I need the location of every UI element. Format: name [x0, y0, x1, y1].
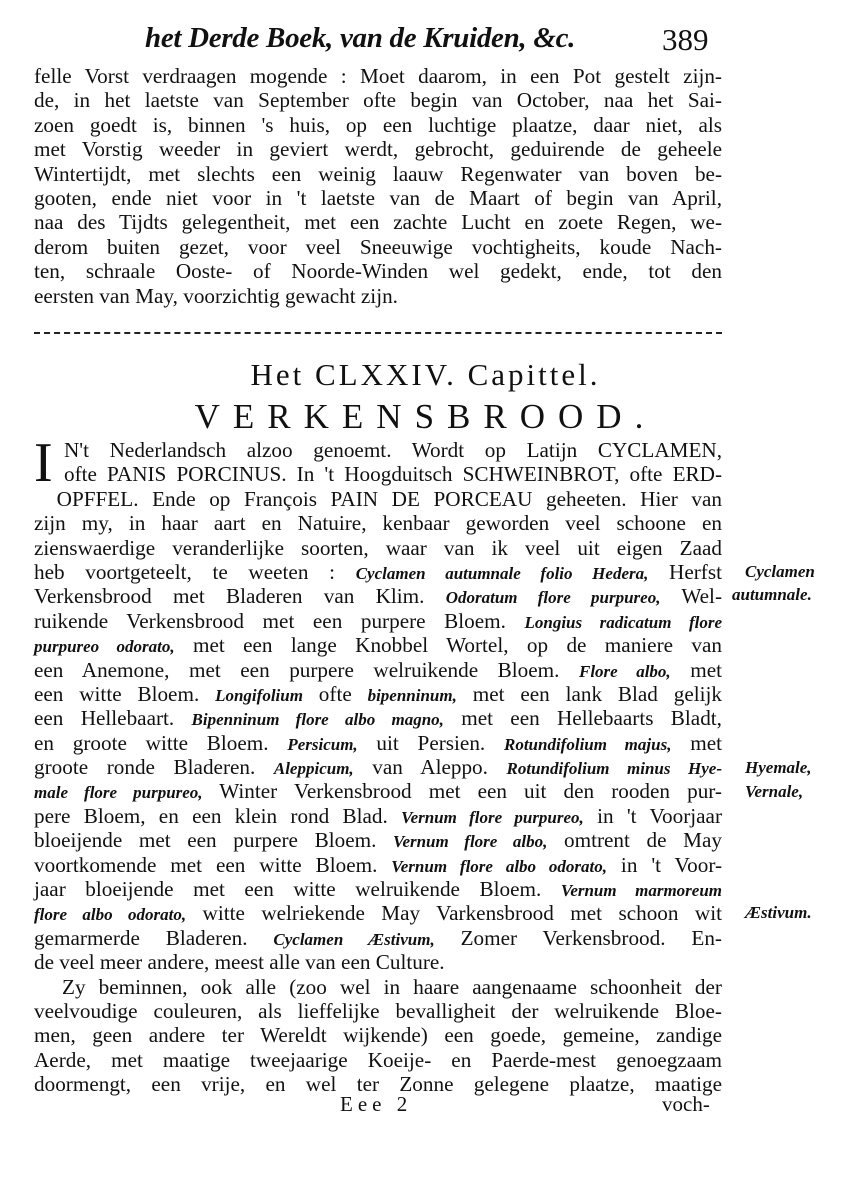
text-line — [34, 926, 722, 950]
latin-name: Cyclamen autumnale folio Hedera, — [355, 563, 649, 583]
text-run: Verkensbrood met Bladeren van Klim. — [34, 584, 446, 609]
text-line — [34, 828, 722, 852]
text-run: Winter Verkensbrood met een uit den rooden pur- — [202, 779, 722, 804]
section-divider — [34, 332, 722, 334]
latin-name: male flore purpureo, — [34, 783, 203, 803]
text-run: uit Persien. — [357, 730, 504, 755]
text-run: bloeijende met een purpere Bloem. — [34, 828, 393, 853]
text-line: ten, schraale Ooste- of Noorde-Winden wel gedekt, ende, tot den — [34, 259, 722, 284]
text-run: Herfst — [648, 559, 722, 584]
text-line — [34, 755, 722, 779]
text-line — [34, 804, 722, 828]
latin-name: Odoratum flore purpureo, — [445, 588, 661, 608]
text-run: voortkomende met een witte Bloem. — [34, 852, 392, 877]
latin-name: Vernum flore purpureo, — [401, 807, 584, 827]
text-run: een witte Bloem. — [34, 681, 216, 706]
latin-name: Vernum flore albo, — [392, 832, 548, 852]
latin-name: Rotundifolium majus, — [503, 734, 672, 754]
text-line: ofte PANIS PORCINUS. In 't Hoogduitsch SCHWEINBROT, ofte ERD- — [64, 462, 722, 487]
text-run: en groote witte Bloem. — [34, 730, 288, 755]
text-run: in 't Voorjaar — [583, 803, 723, 828]
text-line: men, geen andere ter Wereldt wijkende) een goede, gemeine, zandige — [34, 1023, 722, 1048]
text-run: omtrent de May — [547, 828, 722, 853]
latin-name: flore albo odorato, — [34, 905, 187, 925]
margin-note: autumnale. — [732, 585, 812, 604]
latin-name: Rotundifolium minus Hye- — [506, 759, 722, 779]
chapter-subtitle: VERKENSBROOD. — [194, 397, 657, 436]
catchword: voch- — [662, 1092, 710, 1116]
text-line — [34, 560, 722, 584]
text-line — [34, 731, 722, 755]
text-line: naa des Tijdts gelegentheit, met een zachte Lucht en zoete Regen, we- — [34, 210, 722, 235]
text-line — [34, 633, 722, 657]
text-line — [34, 609, 722, 633]
text-line: doormengt, een vrije, en wel ter Zonne gelegene plaatze, maatige — [34, 1072, 722, 1097]
latin-name: purpureo odorato, — [34, 637, 175, 657]
text-line — [34, 779, 722, 803]
text-line — [34, 584, 722, 608]
text-line: derom buiten gezet, voor veel Sneeuwige vochtigheits, koude Nach- — [34, 234, 722, 259]
text-run: jaar bloeijende met een witte welruikende Bloem. — [34, 877, 561, 902]
text-run: ofte — [302, 681, 368, 706]
latin-name: Longius radicatum flore — [524, 612, 723, 632]
text-run: met een lange Knobbel Wortel, op de maniere van — [174, 633, 722, 658]
text-line: Aerde, met maatige tweejaarige Koeije- en Paerde-mest genoegzaam — [34, 1047, 722, 1072]
text-run: van Aleppo. — [353, 755, 507, 780]
latin-name: Longifolium — [215, 685, 303, 705]
text-line — [34, 706, 722, 730]
margin-note: Æstivum. — [745, 903, 812, 922]
text-line: Wintertijdt, met slechts een weinig laauw Regenwater van boven be- — [34, 161, 722, 186]
latin-name: bipenninum, — [367, 685, 457, 705]
text-line: zoen goedt is, binnen 's huis, op een luchtige plaatze, daar niet, als — [34, 112, 722, 137]
text-line — [34, 877, 722, 901]
signature-mark: Eee 2 — [340, 1092, 413, 1116]
margin-note: Cyclamen — [745, 562, 815, 581]
text-line: de, in het laetste van September ofte begin van October, naa het Sai- — [34, 88, 722, 113]
text-line: zienswaerdige veranderlijke soorten, waar van ik veel uit eigen Zaad — [34, 535, 722, 560]
latin-name: Persicum, — [287, 734, 358, 754]
text-line: OPFFEL. Ende op François PAIN DE PORCEAU geheeten. Hier van — [56, 486, 722, 511]
text-line: Zy beminnen, ook alle (zoo wel in haare aangenaame schoonheit der — [62, 974, 722, 999]
text-run: met een lank Blad gelijk — [456, 681, 722, 706]
text-line: eersten van May, voorzichtig gewacht zijn. — [34, 283, 398, 308]
text-line: veelvoudige couleuren, als lieffelijke bevalligheit der welruikende Bloe- — [34, 998, 722, 1023]
text-line — [34, 901, 722, 925]
text-line: zijn my, in haar aart en Natuire, kenbaar geworden veel schoone en — [34, 511, 722, 536]
latin-name: Aleppicum, — [273, 759, 354, 779]
drop-cap: I — [34, 432, 53, 494]
text-run: groote ronde Bladeren. — [34, 755, 274, 780]
margin-note: Hyemale, — [745, 758, 812, 777]
text-run: pere Bloem, en een klein rond Blad. — [34, 803, 402, 828]
text-run: een Hellebaart. — [34, 706, 192, 731]
main-text — [34, 432, 723, 1097]
text-run: Wel- — [660, 584, 723, 609]
text-run: heb voortgeteelt, te weeten : — [34, 559, 356, 584]
text-run: met een Hellebaarts Bladt, — [443, 706, 722, 731]
latin-name: Vernum flore albo odorato, — [391, 856, 608, 876]
chapter-title: Het CLXXIV. Capittel. — [250, 357, 601, 392]
text-run: Zomer Verkensbrood. En- — [434, 925, 722, 950]
text-line: gooten, ende niet voor in 't laetste van de Maart of begin van April, — [34, 185, 722, 210]
text-run: met — [671, 730, 722, 755]
text-line: de veel meer andere, meest alle van een Culture. — [34, 950, 445, 975]
text-run: witte welriekende May Varkensbrood met schoon wit — [186, 901, 722, 926]
text-run: in 't Voor- — [607, 852, 723, 877]
text-run: gemarmerde Bladeren. — [34, 925, 274, 950]
latin-name: Flore albo, — [579, 661, 671, 681]
text-line — [34, 658, 722, 682]
text-run: met — [670, 657, 722, 682]
margin-note: Vernale, — [745, 782, 804, 801]
text-run: een Anemone, met een purpere welruikende Bloem. — [34, 657, 579, 682]
text-line: met Vorstig weeder in geviert werdt, gebrocht, geduirende de geheele — [34, 137, 722, 162]
text-line — [34, 682, 722, 706]
text-line: N't Nederlandsch alzoo genoemt. Wordt op Latijn CYCLAMEN, — [64, 438, 722, 462]
page-number: 389 — [662, 22, 709, 57]
latin-name: Vernum marmoreum — [560, 881, 723, 901]
latin-name: Bipenninum flore albo magno, — [191, 710, 444, 730]
text-run: ruikende Verkensbrood met een purpere Bloem. — [34, 608, 525, 633]
text-line: felle Vorst verdraagen mogende : Moet daarom, in een Pot gestelt zijn- — [34, 64, 722, 88]
running-head: het Derde Boek, van de Kruiden, &c. — [145, 22, 576, 54]
latin-name: Cyclamen Æstivum, — [273, 929, 435, 949]
text-line — [34, 853, 722, 877]
top-paragraph — [34, 64, 722, 308]
